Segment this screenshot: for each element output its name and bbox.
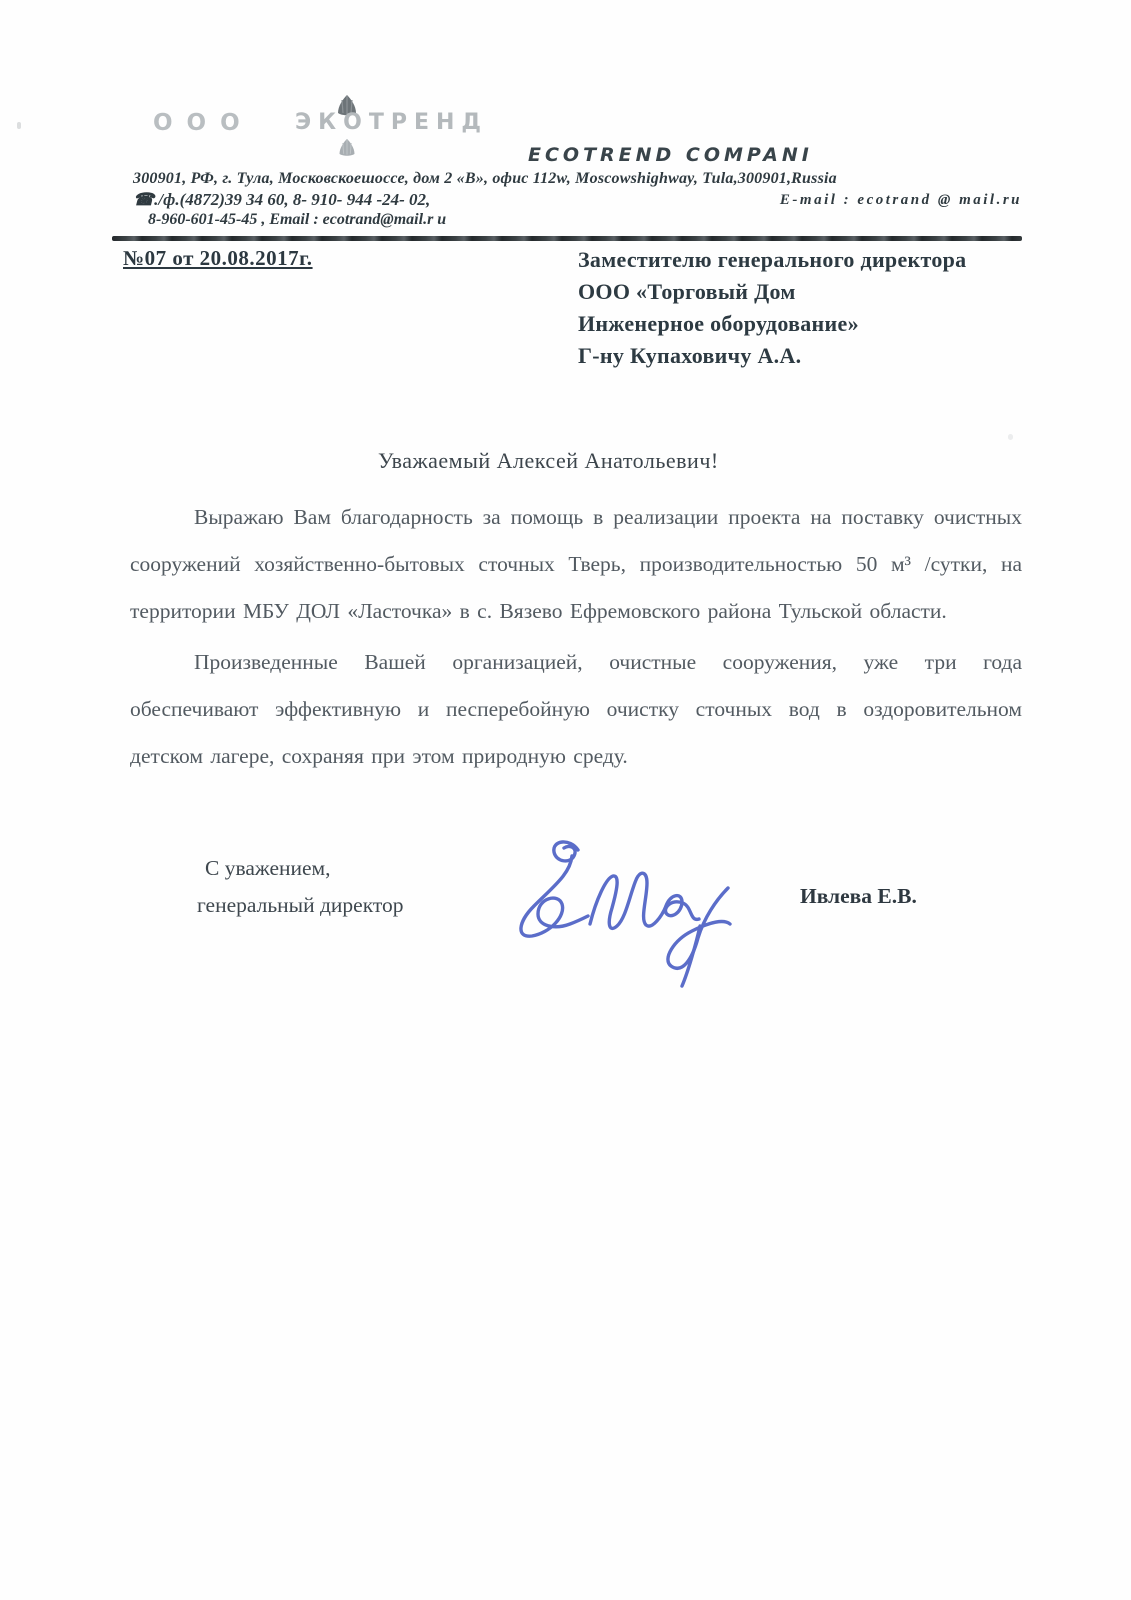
shell-crest-icon-light xyxy=(336,138,358,163)
scan-artifact xyxy=(1008,434,1013,440)
closing-block xyxy=(197,850,404,924)
logo-ooo-text: ООО xyxy=(153,110,254,136)
company-name-english: ECOTREND COMPANI xyxy=(528,144,813,166)
body-paragraph: Выражаю Вам благодарность за помощь в реализации проекта на поставку очистных сооружений хозяйственно-бытовых сточных Тверь, производительностью 50 м³ /сутки, на территории МБУ ДОЛ «Ласточка» в с. Вязево Ефремовского района Тульской области. xyxy=(130,505,1022,623)
addressee-line: Г-ну Купаховичу А.А. xyxy=(578,343,802,368)
addressee-line: Заместителю генерального директора xyxy=(578,247,967,272)
closing-title: генеральный директор xyxy=(197,893,404,917)
body-paragraph: Произведенные Вашей организацией, очистные сооружения, уже три года обеспечивают эффективную и песперебойную очистку сточных вод в оздоровительном детском лагере, сохраняя при этом природную среду. xyxy=(130,650,1022,768)
reference-number: №07 от 20.08.2017г. xyxy=(123,246,313,270)
addressee-line: ООО «Торговый Дом xyxy=(578,279,796,304)
phone-email-line2: 8-960-601-45-45 , Email : ecotrand@mail.r u xyxy=(148,211,447,228)
company-address: 300901, РФ, г. Тула, Московскоешоссе, дом 2 «В», офис 112w, Moscowshighway, Tula,300901,Russia xyxy=(133,170,837,187)
signer-name: Ивлева Е.В. xyxy=(800,884,917,908)
logo-brand-text: ЭКОТРЕНД xyxy=(295,110,488,135)
header-contact-row xyxy=(133,190,1022,210)
header-divider-rule xyxy=(112,236,1022,241)
salutation: Уважаемый Алексей Анатольевич! xyxy=(378,448,719,473)
email-address-right: E-mail : ecotrand @ mail.ru xyxy=(779,192,1022,208)
phone-numbers-line: ☎./ф.(4872)39 34 60, 8- 910- 944 -24- 02, xyxy=(133,190,431,209)
handwritten-signature xyxy=(466,826,738,999)
addressee-block xyxy=(578,244,966,372)
addressee-line: Инженерное оборудование» xyxy=(578,311,859,336)
closing-regards: С уважением, xyxy=(205,856,331,880)
letter-body xyxy=(130,494,1022,784)
scan-artifact xyxy=(17,122,21,129)
